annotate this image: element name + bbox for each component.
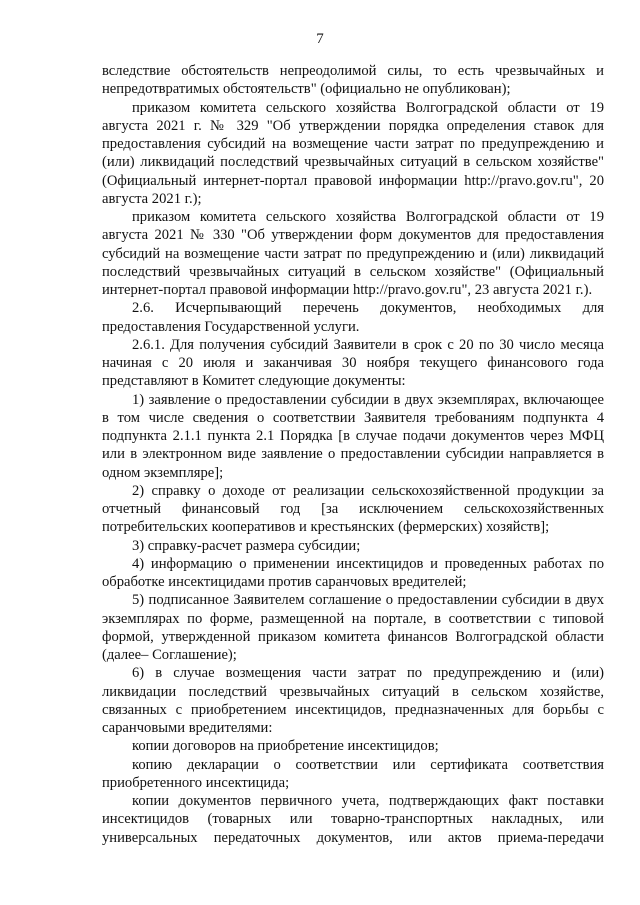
paragraph-section-2-6: 2.6. Исчерпывающий перечень документов, необходимых для предоставления Государственной услуги. — [102, 300, 604, 335]
sub-item-declaration-copy: копию декларации о соответствии или сертификата соответствия приобретенного инсектицида; — [102, 756, 604, 791]
paragraph-force-majeure-continuation: вследствие обстоятельств непреодолимой силы, то есть чрезвычайных и непредотвратимых обстоятельств" (официально не опубликован); — [102, 63, 604, 98]
paragraph-order-329: приказом комитета сельского хозяйства Волгоградской области от 19 августа 2021 г. № 329 "Об утверждении порядка определения ставок для предоставления субсидий на возмещение части затрат по предупреждению и (или) ликвидаций последствий чрезвычайных ситуаций в сельском хозяйстве" (Официальный интернет-портал правовой информации http://pravo.gov.ru", 20 августа 2021 г.); — [102, 99, 604, 207]
sub-item-contract-copies: копии договоров на приобретение инсектицидов; — [132, 738, 439, 755]
list-item-4-insecticide-info: 4) информацию о применении инсектицидов и проведенных работах по обработке инсектицидами против саранчовых вредителей; — [102, 555, 604, 590]
list-item-6-cost-reimbursement: 6) в случае возмещения части затрат по предупреждению и (или) ликвидации последствий чрезвычайных ситуаций в сельском хозяйстве, связанных с приобретением инсектицидов, предназначенных для борьбы с саранчовыми вредителями: — [102, 665, 604, 736]
list-item-3-subsidy-calculation: 3) справку-расчет размера субсидии; — [132, 537, 361, 554]
paragraph-order-330: приказом комитета сельского хозяйства Волгоградской области от 19 августа 2021 № 330 "Об утверждении форм документов для предоставления субсидий на возмещение части затрат по предупреждению и (или) ликвидаций последствий чрезвычайных ситуаций в сельском хозяйстве" (Официальный интернет-портал правовой информации http://pravo.gov.ru", 23 августа 2021 г.). — [102, 209, 604, 298]
sub-item-primary-documents: копии документов первичного учета, подтверждающих факт поставки инсектицидов (товарных или товарно-транспортных накладных, или универсальных передаточных документов, или актов приема-передачи — [102, 793, 604, 846]
list-item-2-income-certificate: 2) справку о доходе от реализации сельскохозяйственной продукции за отчетный финансовый год [за исключением сельскохозяйственных потребительских кооперативов и крестьянских (фермерских) хозяйств]; — [102, 482, 604, 536]
list-item-5-signed-agreement: 5) подписанное Заявителем соглашение о предоставлении субсидии в двух экземплярах по форме, размещенной на портале, в соответствии с типовой формой, утвержденной приказом комитета финансов Волгоградской области (далее– Соглашение); — [102, 592, 604, 663]
paragraph-section-2-6-1: 2.6.1. Для получения субсидий Заявители в срок с 20 по 30 число месяца начиная с 20 июля и заканчивая 30 ноября текущего финансового года представляют в Комитет следующие документы: — [102, 336, 604, 390]
list-item-1-application: 1) заявление о предоставлении субсидии в двух экземплярах, включающее в том числе сведения о соответствии Заявителя требованиям подпункта 4 подпункта 2.1.1 пункта 2.1 Порядка [в случае подачи документов через МФЦ или в электронном виде заявление о предоставлении субсидии направляется в одном экземпляре]; — [102, 391, 604, 481]
document-body — [102, 62, 604, 847]
page-number: 7 — [316, 31, 324, 47]
